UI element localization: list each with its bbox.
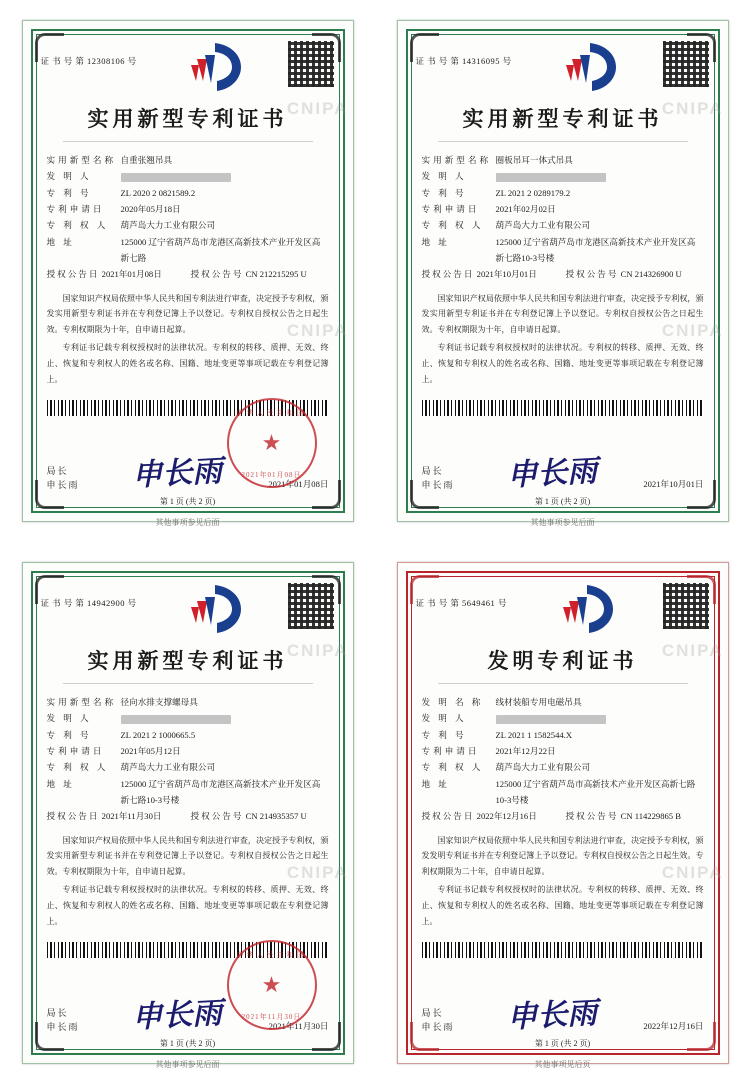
field-value: 2020年05月18日	[120, 203, 181, 214]
field-value-wrap	[496, 759, 704, 775]
signature-block	[416, 964, 710, 1034]
certificate-header	[41, 41, 335, 97]
cert-3	[22, 562, 354, 1064]
director-name: 申长雨	[46, 479, 80, 490]
sheet-caption: 其他事项见后页	[534, 1060, 591, 1069]
field-row	[422, 776, 704, 809]
certificate-number: 证 书 号 第 5649461 号	[415, 598, 507, 608]
field-label: 专 利 号	[46, 729, 92, 740]
handwritten-signature: 申长雨	[506, 995, 598, 1036]
redacted-value	[121, 173, 231, 182]
field-label: 专 利 号	[421, 729, 467, 740]
field-row	[47, 710, 329, 726]
page-number: 第 1 页 (共 2 页)	[159, 497, 216, 506]
cnipa-logo-icon	[557, 583, 619, 635]
grant-date-label: 授权公告日	[46, 811, 100, 822]
watermark: CNIPA	[661, 641, 724, 660]
grant-date-label: 授权公告日	[46, 269, 100, 280]
field-value: ZL 2020 2 0821589.2	[120, 187, 196, 198]
legal-paragraph: 专利证书记载专利权授权时的法律状况。专利权的转移、质押、无效、终止、恢复和专利权人的姓名或名称、国籍、地址变更等事项记载在专利登记簿上。	[46, 343, 329, 384]
handwritten-signature: 申长雨	[131, 453, 223, 494]
grant-number-value: CN 214326900 U	[620, 269, 682, 280]
grant-row	[47, 266, 329, 282]
legal-text	[41, 283, 335, 391]
certificate-header	[41, 583, 335, 639]
field-label: 专利申请日	[421, 745, 480, 756]
title-divider	[438, 141, 688, 142]
grant-date	[47, 266, 185, 282]
director-block	[47, 1007, 80, 1034]
certificate-cell	[375, 542, 750, 1084]
field-value-wrap	[496, 694, 704, 710]
field-value-wrap	[121, 201, 329, 217]
sheet-caption: 其他事项参见后面	[155, 1060, 220, 1069]
grant-number	[566, 266, 704, 282]
field-row	[47, 185, 329, 201]
certificate-header	[416, 583, 710, 639]
official-seal	[227, 398, 317, 488]
director-block	[47, 465, 80, 492]
field-value: 葫芦岛大力工业有限公司	[495, 762, 591, 773]
handwritten-signature: 申长雨	[506, 453, 598, 494]
field-value: 2021年12月22日	[495, 745, 556, 756]
director-label: 局长	[421, 1008, 444, 1018]
field-value-wrap	[121, 727, 329, 743]
cnipa-logo-icon	[560, 41, 622, 93]
page-number: 第 1 页 (共 2 页)	[534, 497, 591, 506]
field-row	[47, 217, 329, 233]
redacted-value	[496, 173, 606, 182]
field-value-wrap	[121, 743, 329, 759]
field-value: 线材装船专用电磁吊具	[495, 696, 582, 707]
certificate-cell	[375, 0, 750, 542]
seal-top-text: 中华人民共和国	[236, 951, 307, 959]
signature-block	[41, 409, 335, 494]
director-name: 申长雨	[421, 1021, 455, 1032]
field-value-wrap	[496, 168, 704, 184]
grant-number-value: CN 212215295 U	[245, 269, 307, 280]
field-row	[47, 743, 329, 759]
grant-number	[566, 808, 704, 824]
field-value-wrap	[121, 776, 329, 809]
cert-1	[22, 20, 354, 522]
director-block	[422, 1007, 455, 1034]
field-label: 实用新型名称	[421, 154, 492, 165]
watermark: CNIPA	[661, 863, 724, 882]
field-label: 专 利 号	[421, 187, 467, 198]
director-block	[422, 465, 455, 492]
field-label: 实用新型名称	[46, 696, 117, 707]
grant-date-value: 2021年10月01日	[476, 269, 537, 280]
barcode	[422, 400, 704, 416]
field-value-wrap	[496, 776, 704, 809]
legal-text	[41, 825, 335, 933]
field-label: 发 明 人	[421, 171, 467, 182]
watermark: CNIPA	[286, 863, 349, 882]
field-row	[422, 168, 704, 184]
field-row	[422, 185, 704, 201]
field-value: 圈板吊耳一体式吊具	[495, 154, 573, 165]
field-label: 专 利 权 人	[421, 762, 484, 773]
field-value: 125000 辽宁省葫芦岛市龙港区高新技术产业开发区高新七路10-3号楼	[495, 236, 696, 263]
field-label: 专 利 权 人	[421, 220, 484, 231]
grant-date	[47, 808, 185, 824]
field-value-wrap	[496, 727, 704, 743]
watermark: CNIPA	[661, 99, 724, 118]
field-value: 葫芦岛大力工业有限公司	[120, 220, 216, 231]
field-value-wrap	[496, 710, 704, 726]
watermark: CNIPA	[661, 321, 724, 340]
field-value-wrap	[496, 743, 704, 759]
field-value-wrap	[496, 152, 704, 168]
certificate-cell	[0, 0, 375, 542]
field-value: ZL 2021 2 1000665.5	[120, 729, 196, 740]
seal-star-icon: ★	[261, 430, 282, 455]
seal-star-icon: ★	[261, 972, 282, 997]
cnipa-logo	[557, 583, 619, 635]
grant-date-value: 2022年12月16日	[476, 811, 537, 822]
field-row	[47, 727, 329, 743]
qr-code-icon	[288, 41, 334, 87]
field-label: 地 址	[421, 778, 450, 789]
certificate-fields	[416, 694, 710, 825]
handwritten-signature: 申长雨	[131, 995, 224, 1036]
field-value: 125000 辽宁省葫芦岛市高新技术产业开发区高新七路10-3号楼	[495, 778, 696, 805]
grant-number-value: CN 214935357 U	[245, 811, 307, 822]
legal-paragraph: 专利证书记载专利权授权时的法律状况。专利权的转移、质押、无效、终止、恢复和专利权人的姓名或名称、国籍、地址变更等事项记载在专利登记簿上。	[421, 343, 704, 384]
certificate-number: 证 书 号 第 14942900 号	[40, 598, 137, 608]
field-label: 地 址	[46, 778, 75, 789]
sheet-caption: 其他事项参见后面	[155, 518, 220, 527]
certificate-title: 实用新型专利证书	[462, 106, 663, 131]
director-name: 申长雨	[421, 479, 455, 490]
watermark: CNIPA	[286, 641, 349, 660]
field-row	[422, 234, 704, 267]
issue-date: 2022年12月16日	[643, 1021, 704, 1031]
grant-number	[191, 808, 329, 824]
cnipa-logo	[185, 41, 247, 93]
qr-code-icon	[663, 583, 709, 629]
legal-paragraph: 国家知识产权局依照中华人民共和国专利法进行审查，决定授予专利权，颁发发明专利证书并在专利登记簿上予以登记。专利权自授权公告之日起生效。专利权期限为二十年，自申请日起算。	[421, 835, 704, 876]
field-row	[47, 201, 329, 217]
grant-date	[422, 266, 560, 282]
cnipa-logo	[185, 583, 247, 635]
field-value-wrap	[121, 710, 329, 726]
field-row	[422, 759, 704, 775]
certificate-number: 证 书 号 第 12308106 号	[40, 56, 137, 66]
field-label: 专 利 权 人	[46, 762, 109, 773]
field-value-wrap	[121, 217, 329, 233]
grant-row	[422, 266, 704, 282]
page-number: 第 1 页 (共 2 页)	[534, 1039, 591, 1048]
field-label: 发 明 人	[46, 171, 92, 182]
sheet-caption: 其他事项参见后面	[530, 518, 595, 527]
redacted-value	[496, 715, 606, 724]
legal-paragraph: 专利证书记载专利权授权时的法律状况。专利权的转移、质押、无效、终止、恢复和专利权人的姓名或名称、国籍、地址变更等事项记载在专利登记簿上。	[421, 885, 704, 926]
field-value: 125000 辽宁省葫芦岛市龙港区高新技术产业开发区高新七路	[120, 236, 321, 263]
field-value-wrap	[121, 234, 329, 267]
field-label: 专利申请日	[46, 745, 105, 756]
director-label: 局长	[46, 1008, 69, 1018]
grant-number	[191, 266, 329, 282]
grant-number-label: 授权公告号	[190, 269, 244, 280]
cnipa-logo-icon	[185, 41, 247, 93]
field-row	[422, 743, 704, 759]
certificate-fields	[41, 152, 335, 283]
grant-date-label: 授权公告日	[421, 811, 475, 822]
grant-date-value: 2021年01月08日	[101, 269, 162, 280]
certificate-cell	[0, 542, 375, 1084]
grant-date-label: 授权公告日	[421, 269, 475, 280]
seal-top-text: 中华人民共和国	[236, 409, 307, 417]
field-value-wrap	[121, 694, 329, 710]
field-label: 专 利 号	[46, 187, 92, 198]
field-row	[47, 759, 329, 775]
issue-date: 2021年10月01日	[643, 479, 704, 489]
cert-4	[397, 562, 729, 1064]
qr-code-icon	[288, 583, 334, 629]
field-value: 自重张翘吊具	[120, 154, 173, 165]
director-label: 局长	[421, 466, 444, 476]
field-label: 专利申请日	[421, 203, 480, 214]
field-label: 地 址	[421, 236, 450, 247]
watermark: CNIPA	[286, 321, 349, 340]
certificate-number: 证 书 号 第 14316095 号	[415, 56, 512, 66]
certificate-title: 实用新型专利证书	[87, 106, 288, 131]
seal-date: 2021年11月30日	[241, 1013, 302, 1021]
title-divider	[438, 683, 688, 684]
legal-paragraph: 国家知识产权局依照中华人民共和国专利法进行审查，决定授予专利权，颁发实用新型专利证书并在专利登记簿上予以登记。专利权自授权公告之日起生效。专利权期限为十年，自申请日起算。	[46, 293, 329, 334]
grant-date-value: 2021年11月30日	[101, 811, 162, 822]
certificate-fields	[416, 152, 710, 283]
issue-date: 2021年11月30日	[268, 1021, 329, 1031]
field-value-wrap	[121, 759, 329, 775]
grant-date	[422, 808, 560, 824]
field-value: 葫芦岛大力工业有限公司	[495, 220, 591, 231]
director-name: 申长雨	[46, 1021, 80, 1032]
field-label: 专利申请日	[46, 203, 105, 214]
title-divider	[63, 141, 313, 142]
field-label: 专 利 权 人	[46, 220, 109, 231]
grant-row	[422, 808, 704, 824]
field-label: 实用新型名称	[46, 154, 117, 165]
field-value-wrap	[121, 152, 329, 168]
grant-number-value: CN 114229865 B	[620, 811, 681, 822]
field-row	[47, 694, 329, 710]
field-row	[422, 201, 704, 217]
field-value: 2021年02月02日	[495, 203, 556, 214]
legal-paragraph: 国家知识产权局依照中华人民共和国专利法进行审查，决定授予专利权，颁发实用新型专利证书并在专利登记簿上予以登记。专利权自授权公告之日起生效。专利权期限为十年，自申请日起算。	[421, 293, 704, 334]
legal-paragraph: 国家知识产权局依照中华人民共和国专利法进行审查，决定授予专利权，颁发实用新型专利证书并在专利登记簿上予以登记。专利权自授权公告之日起生效。专利权期限为十年，自申请日起算。	[46, 835, 329, 876]
signature-block	[41, 951, 335, 1036]
certificate-fields	[41, 694, 335, 825]
official-seal	[227, 940, 317, 1030]
field-value: 径向水排支撑螺母具	[120, 696, 198, 707]
field-row	[422, 217, 704, 233]
certificate-header	[416, 41, 710, 97]
legal-paragraph: 专利证书记载专利权授权时的法律状况。专利权的转移、质押、无效、终止、恢复和专利权人的姓名或名称、国籍、地址变更等事项记载在专利登记簿上。	[46, 885, 329, 926]
grant-row	[47, 808, 329, 824]
field-row	[47, 776, 329, 809]
seal-date: 2021年01月08日	[241, 471, 302, 479]
field-label: 发 明 名 称	[421, 696, 484, 707]
field-value-wrap	[496, 234, 704, 267]
field-row	[422, 727, 704, 743]
field-value-wrap	[496, 185, 704, 201]
title-divider	[63, 683, 313, 684]
field-label: 地 址	[46, 236, 75, 247]
field-value-wrap	[496, 217, 704, 233]
issue-date: 2021年01月08日	[268, 479, 329, 489]
field-label: 发 明 人	[46, 713, 92, 724]
field-value: ZL 2021 2 0289179.2	[495, 187, 571, 198]
cnipa-logo	[560, 41, 622, 93]
field-value-wrap	[121, 168, 329, 184]
field-value: 2021年05月12日	[120, 745, 181, 756]
grant-number-label: 授权公告号	[565, 269, 619, 280]
field-row	[47, 234, 329, 267]
field-value: 125000 辽宁省葫芦岛市龙港区高新技术产业开发区高新七路10-3号楼	[120, 778, 321, 805]
certificate-title: 实用新型专利证书	[87, 648, 288, 673]
director-label: 局长	[46, 466, 69, 476]
redacted-value	[121, 715, 231, 724]
legal-text	[416, 283, 710, 391]
grant-number-label: 授权公告号	[190, 811, 244, 822]
grant-number-label: 授权公告号	[565, 811, 619, 822]
cnipa-logo-icon	[185, 583, 247, 635]
cert-2	[397, 20, 729, 522]
certificate-title: 发明专利证书	[487, 648, 638, 673]
field-value-wrap	[496, 201, 704, 217]
field-value-wrap	[121, 185, 329, 201]
page-number: 第 1 页 (共 2 页)	[159, 1039, 216, 1048]
field-value: 葫芦岛大力工业有限公司	[120, 762, 216, 773]
watermark: CNIPA	[286, 99, 349, 118]
barcode	[422, 942, 704, 958]
signature-block	[416, 422, 710, 492]
qr-code-icon	[663, 41, 709, 87]
field-row	[422, 152, 704, 168]
field-value: ZL 2021 1 1582544.X	[495, 729, 573, 740]
legal-text	[416, 825, 710, 933]
field-row	[422, 710, 704, 726]
field-row	[47, 168, 329, 184]
field-row	[422, 694, 704, 710]
field-label: 发 明 人	[421, 713, 467, 724]
field-row	[47, 152, 329, 168]
